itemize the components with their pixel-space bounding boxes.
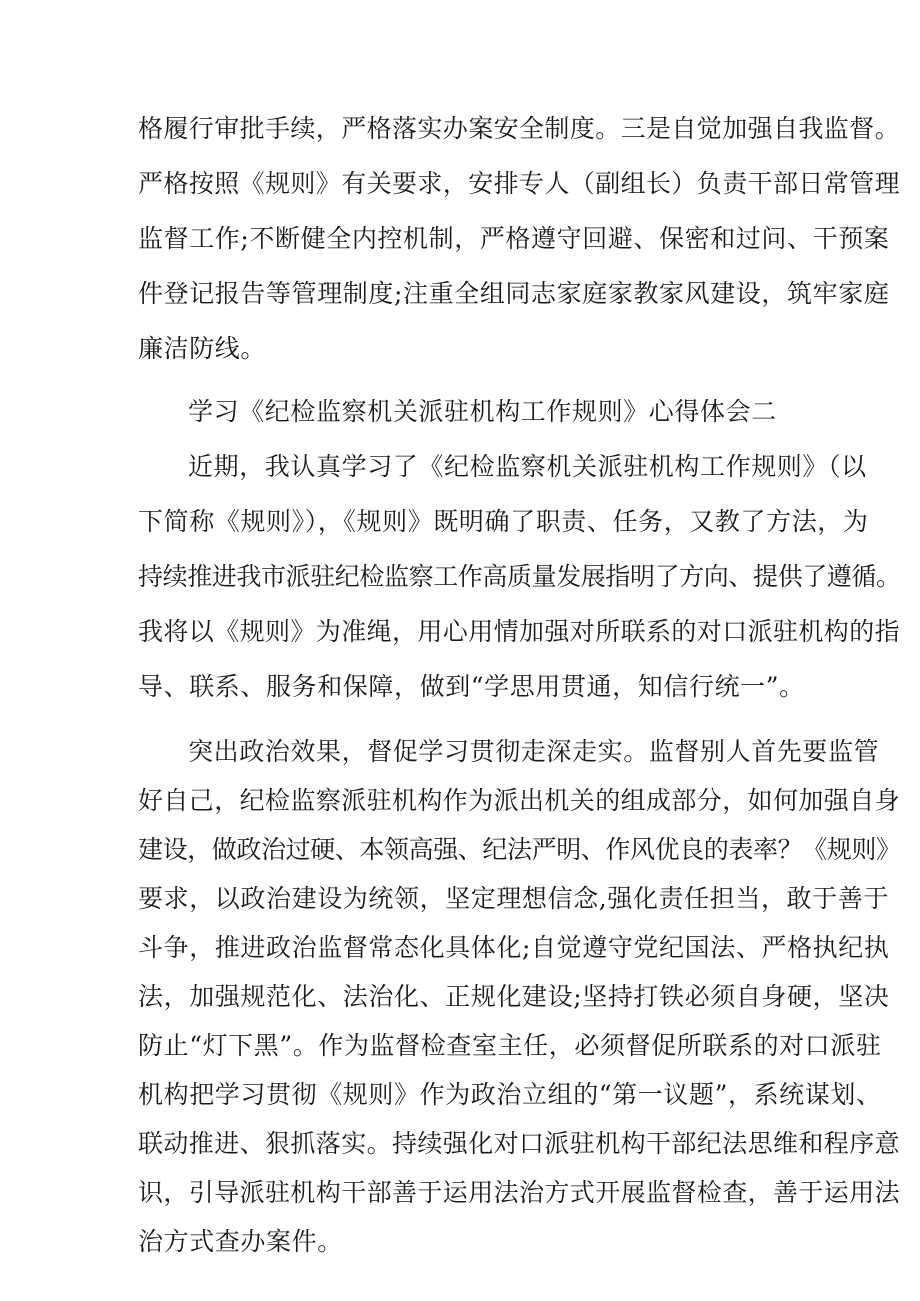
paragraph-1-line-2: 严格按照《规则》有关要求，安排专人（副组长）负责干部日常管理 [138,169,901,198]
paragraph-3-line-6: 法，加强规范化、法治化、正规化建设;坚持打铁必须自身硬，坚决 [138,982,890,1011]
paragraph-3-line-4: 要求，以政治建设为统领，坚定理想信念,强化责任担当，敢于善于 [138,884,889,913]
paragraph-3-line-10: 识，引导派驻机构干部善于运用法治方式开展监督检查，善于运用法 [138,1178,901,1207]
paragraph-3-line-8: 机构把学习贯彻《规则》作为政治立组的“第一议题”，系统谋划、 [138,1080,882,1109]
paragraph-1-line-1: 格履行审批手续，严格落实办案安全制度。三是自觉加强自我监督。 [138,114,901,143]
paragraph-3-line-7: 防止“灯下黑”。作为监督检查室主任，必须督促所联系的对口派驻 [138,1031,882,1060]
paragraph-2-line-4: 我将以《规则》为准绳，用心用情加强对所联系的对口派驻机构的指 [138,617,901,646]
section-title: 学习《纪检监察机关派驻机构工作规则》心得体会二 [188,397,777,426]
paragraph-3-line-1: 突出政治效果，督促学习贯彻走深走实。监督别人首先要监管 [188,737,880,766]
paragraph-3-line-3: 建设，做政治过硬、本领高强、纪法严明、作风优良的表率？《规则》 [138,835,901,864]
paragraph-3-line-11: 治方式查办案件。 [138,1227,343,1256]
paragraph-1-line-3: 监督工作;不断健全内控机制，严格遵守回避、保密和过问、干预案 [138,224,890,253]
paragraph-2-line-3: 持续推进我市派驻纪检监察工作高质量发展指明了方向、提供了遵循。 [138,562,901,591]
paragraph-2-line-5: 导、联系、服务和保障，做到“学思用贯通，知信行统一”。 [138,672,805,701]
paragraph-1-line-5: 廉洁防线。 [138,334,267,363]
paragraph-2-line-2: 下简称《规则》），《规则》既明确了职责、任务，又教了方法，为 [138,507,869,536]
paragraph-1-line-4: 件登记报告等管理制度;注重全组同志家庭家教家风建设，筑牢家庭 [138,279,890,308]
paragraph-3-line-2: 好自己，纪检监察派驻机构作为派出机关的组成部分，如何加强自身 [138,786,901,815]
paragraph-3-line-5: 斗争，推进政治监督常态化具体化;自觉遵守党纪国法、严格执纪执 [138,933,890,962]
paragraph-2-line-1: 近期，我认真学习了《纪检监察机关派驻机构工作规则》（以 [188,452,867,481]
paragraph-3-line-9: 联动推进、狠抓落实。持续强化对口派驻机构干部纪法思维和程序意 [138,1129,901,1158]
